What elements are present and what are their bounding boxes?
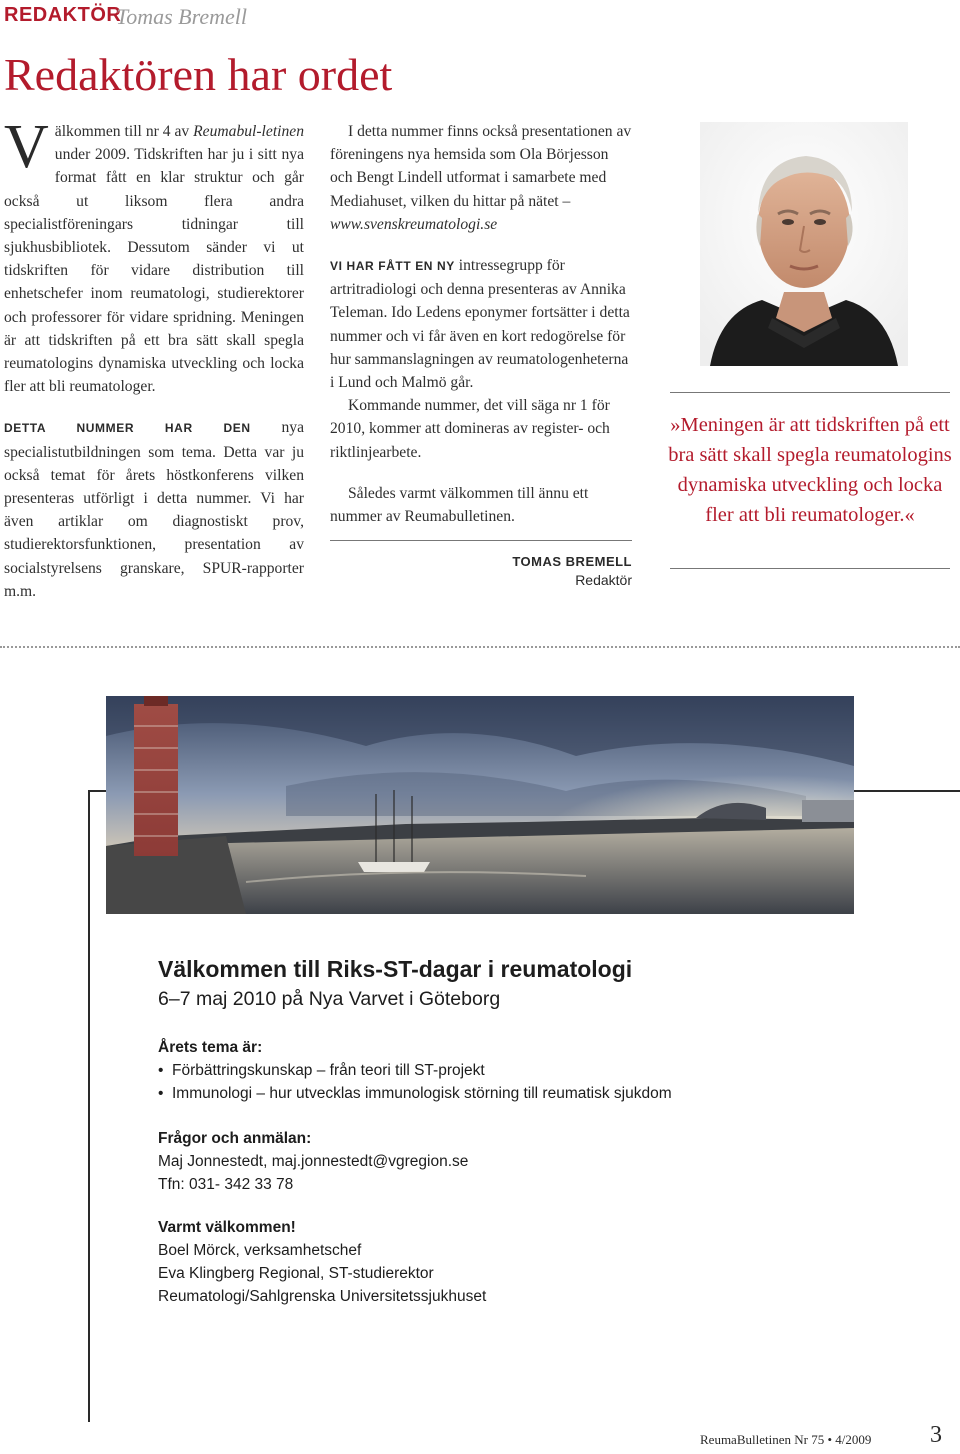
event-theme (158, 1036, 858, 1105)
contact-label: Frågor och anmälan: (158, 1130, 312, 1147)
event-heading: Välkommen till Riks-ST-dagar i reumatologi (158, 956, 633, 982)
paragraph-2-lead: DETTA NUMMER HAR DEN (4, 421, 251, 436)
drop-cap: V (4, 113, 49, 181)
website-link[interactable]: www.svenskreumatologi.se (330, 215, 498, 233)
event-contact (158, 1127, 858, 1196)
footer-publication: ReumaBulletinen Nr 75 • 4/2009 (700, 1432, 872, 1447)
column-2 (330, 120, 632, 528)
signature-name: TOMAS BREMELL (512, 554, 632, 569)
col2-paragraph-2-lead: VI HAR FÅTT EN NY (330, 259, 455, 274)
event-signers (158, 1216, 858, 1308)
theme-list (158, 1059, 858, 1105)
section-label: REDAKTÖR (4, 4, 122, 26)
col2-paragraph-3: Kommande nummer, det vill säga nr 1 för 2010, kommer att domineras av register- och riktlinjearbete. (330, 397, 610, 461)
col2-paragraph-4: Således varmt välkommen till ännu ett nummer av Reumabulletinen. (330, 484, 589, 526)
col2-paragraph-1 (330, 120, 632, 236)
col2-paragraph-2 (330, 254, 632, 394)
signature-divider (330, 540, 632, 541)
section-divider (0, 646, 960, 648)
publication-name: Reumabul-letinen (193, 123, 304, 140)
section-author: Tomas Bremell (116, 4, 247, 29)
phone-line: Tfn: 031- 342 33 78 (158, 1176, 294, 1193)
paragraph-2 (4, 416, 304, 603)
col2-paragraph-2-text: intressegrupp för artritradiologi och denna presenteras av Annika Teleman. Ido Ledens eponymer fortsätter i detta nummer och vi får även en kort redogörelse för hur sammanslagningen av reumatologenheterna i Lund och Malmö går. (330, 257, 630, 392)
intro-text-b: under 2009. Tidskriften har ju i sitt nya format fått en klar struktur och går också ut liksom flera andra specialistföreningars tidningar till sjukhusbibliotek. Dessutom sänder vi ut tidskriften för vidare distribution till enhetschefer inom reumatologi, studierektorer och professorer för vidare spridning. Meningen är att tidskriften på ett bra sätt skall spegla reumatologins dynamiska utveckling och locka fler att bli reumatologer. (4, 146, 304, 396)
theme-item: • Immunologi – hur utvecklas immunologisk störning till reumatisk sjukdom (158, 1082, 858, 1105)
col2-paragraph-1-text: I detta nummer finns också presentationen av föreningens nya hemsida som Ola Börjesson och Bengt Lindell utformat i samarbete med Mediahuset, vilken du hittar på nätet – (330, 123, 632, 210)
signature-role: Redaktör (575, 572, 632, 588)
column-1 (4, 113, 304, 603)
signer-line: Boel Mörck, verksamhetschef (158, 1242, 362, 1259)
signer-line: Reumatologi/Sahlgrenska Universitetssjukhuset (158, 1288, 487, 1305)
intro-text-a: älkommen till nr 4 av (54, 123, 194, 140)
theme-item: • Förbättringskunskap – från teori till ST-projekt (158, 1059, 858, 1082)
page-number: 3 (930, 1422, 942, 1448)
paragraph-2-text: nya specialistutbildningen som tema. Detta var ju också temat för årets höstkonferens vilken presenteras utförligt i detta nummer. Vi har även artiklar om diagnostiskt prov, studierektorsfunktionen, presentation av socialstyrelsens granskare, SPUR-rapporter m.m. (4, 419, 304, 600)
page-title: Redaktören har ordet (4, 49, 393, 100)
intro-paragraph (4, 113, 304, 398)
pull-quote-top-rule (670, 392, 950, 393)
welcome-label: Varmt välkommen! (158, 1219, 296, 1236)
theme-label: Årets tema är: (158, 1039, 263, 1056)
contact-line: Maj Jonnestedt, maj.jonnestedt@vgregion.se (158, 1153, 469, 1170)
event-subheading: 6–7 maj 2010 på Nya Varvet i Göteborg (158, 988, 501, 1010)
harbor-panorama-image (106, 696, 854, 914)
pull-quote-bottom-rule (670, 568, 950, 569)
signer-line: Eva Klingberg Regional, ST-studierektor (158, 1265, 434, 1282)
editor-portrait (700, 122, 908, 366)
pull-quote: »Meningen är att tidskriften på ett bra sätt skall spegla reumatologins dynamiska utveckling och locka fler att bli reumatologer.« (668, 414, 952, 526)
